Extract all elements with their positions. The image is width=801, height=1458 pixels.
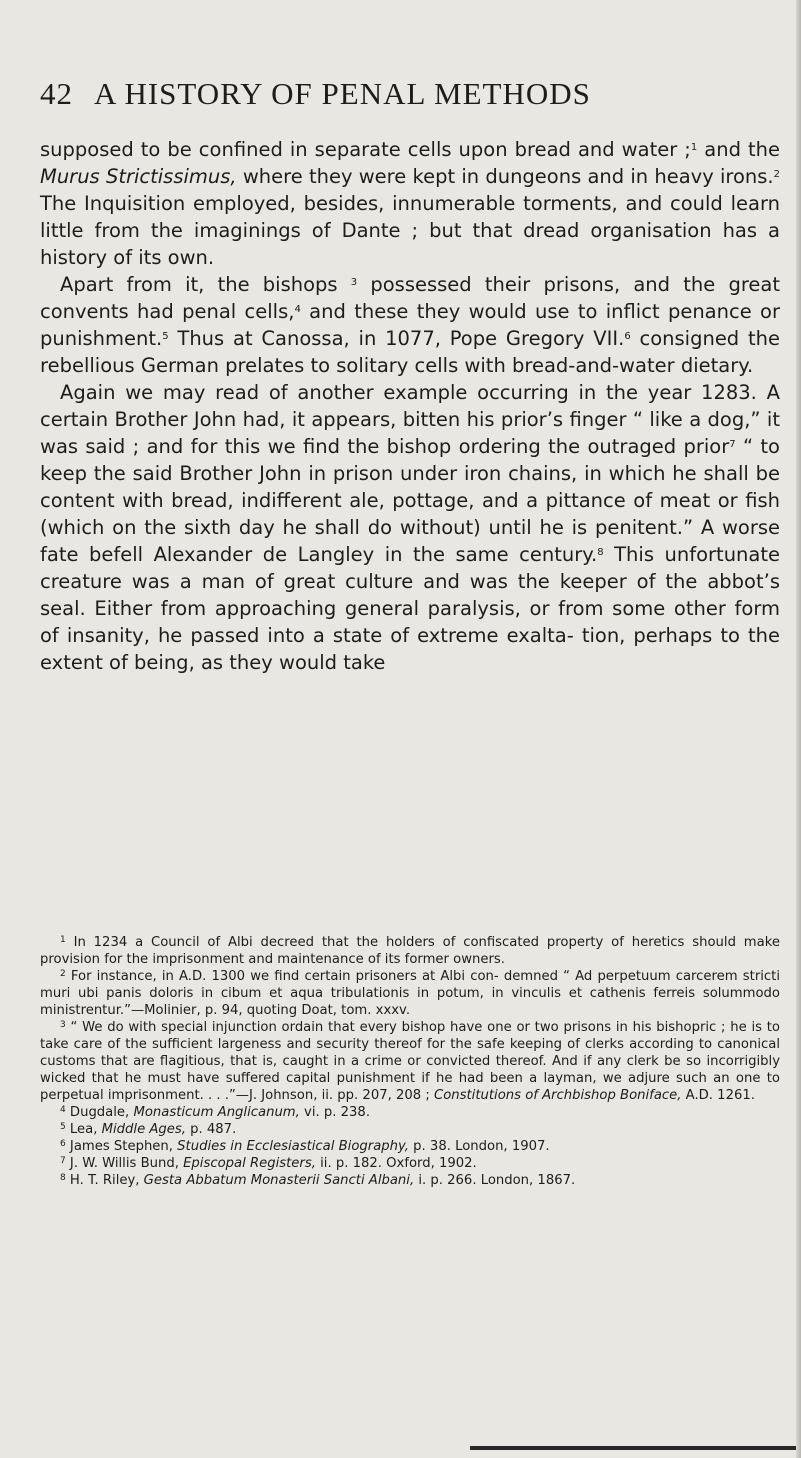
footnotes bbox=[40, 934, 780, 1189]
paragraph-3: Again we may read of another example occurring in the year 1283. A certain Brother John had, it appears, bitten his prior’s finger “ like a dog,” it was said ; and for this we find the bishop ordering the outraged prior$^7$ “ to keep the said Brother John in prison under iron chains, in which he shall be content with bread, indifferent ale, pottage, and a pittance of meat or fish (which on the sixth day he shall do without) until he is penitent.” A worse fate befell Alexander de Langley in the same century.$^8$ This unfortunate creature was a man of great culture and was the keeper of the abbot’s seal. Either from approaching general paralysis, or from some other form of insanity, he passed into a state of extreme exalta- tion, perhaps to the extent of being, as they would take bbox=[40, 381, 780, 674]
footnote-6: $^6$ James Stephen, Studies in Ecclesiastical Biography, p. 38. London, 1907. bbox=[60, 1139, 550, 1154]
page-edge bbox=[796, 0, 801, 1458]
footnote-5: $^5$ Lea, Middle Ages, p. 487. bbox=[60, 1122, 237, 1137]
page-number: 42 bbox=[40, 76, 73, 111]
footnote-7: $^7$ J. W. Willis Bund, Episcopal Registers, ii. p. 182. Oxford, 1902. bbox=[60, 1156, 477, 1171]
paragraph-1: supposed to be confined in separate cells upon bread and water ;$^1$ and the Murus Strictissimus, where they were kept in dungeons and in heavy irons.$^2$ The Inquisition employed, besides, innumerable torments, and could learn little from the imaginings of Dante ; but that dread organisation has a history of its own. bbox=[40, 138, 781, 269]
footnote-ref-8: 8 bbox=[597, 547, 604, 558]
scan-bottom-shadow bbox=[470, 1446, 796, 1450]
footnote-ref-6: 6 bbox=[624, 331, 631, 342]
footnote-ref-3: 3 bbox=[350, 277, 358, 288]
running-header bbox=[40, 76, 780, 112]
footnote-4: $^4$ Dugdale, Monasticum Anglicanum, vi. p. 238. bbox=[60, 1105, 371, 1120]
footnote-ref-1: 1 bbox=[690, 142, 698, 153]
footnote-3: $^3$ “ We do with special injunction ordain that every bishop have one or two prisons in his bishopric ; he is to take care of the sufficient largeness and security thereof for the safe keeping of clerks according to canonical customs that are flagitious, that is, caught in a crime or convicted thereof. And if any clerk be so incorrigibly wicked that he must have suffered capital punishment if he had been a layman, we adjure such an one to perpetual imprisonment. . . .”—J. Johnson, ii. pp. 207, 208 ; Constitutions of Archbishop Boniface, A.D. 1261. bbox=[40, 1020, 780, 1103]
footnote-8: $^8$ H. T. Riley, Gesta Abbatum Monasterii Sancti Albani, i. p. 266. London, 1867. bbox=[60, 1173, 576, 1188]
footnote-1: $^1$ In 1234 a Council of Albi decreed that the holders of confiscated property of heretics should make provision for the imprisonment and maintenance of its former owners. bbox=[40, 935, 780, 967]
emphasis-murus: Murus Strictissimus, bbox=[40, 165, 237, 188]
footnote-2: $^2$ For instance, in A.D. 1300 we find certain prisoners at Albi con- demned “ Ad perpetuum carcerem stricti muri ubi panis doloris in cibum et aqua tribulationis in potum, in vinculis et cathenis ferreis solummodo ministrentur.”—Molinier, p. 94, quoting Doat, tom. xxxv. bbox=[40, 969, 780, 1018]
running-title: A HISTORY OF PENAL METHODS bbox=[94, 76, 591, 111]
footnote-ref-2: 2 bbox=[773, 169, 781, 180]
footnote-ref-4: 4 bbox=[294, 304, 301, 315]
paragraph-2: Apart from it, the bishops $^3$ possessed their prisons, and the great convents had penal cells,$^4$ and these they would use to inflict penance or punishment.$^5$ Thus at Canossa, in 1077, Pope Gregory VII.$^6$ consigned the rebellious German prelates to solitary cells with bread-and-water dietary. bbox=[40, 273, 781, 377]
main-text bbox=[40, 136, 780, 676]
footnote-ref-7: 7 bbox=[729, 439, 736, 450]
footnote-ref-5: 5 bbox=[162, 331, 169, 342]
